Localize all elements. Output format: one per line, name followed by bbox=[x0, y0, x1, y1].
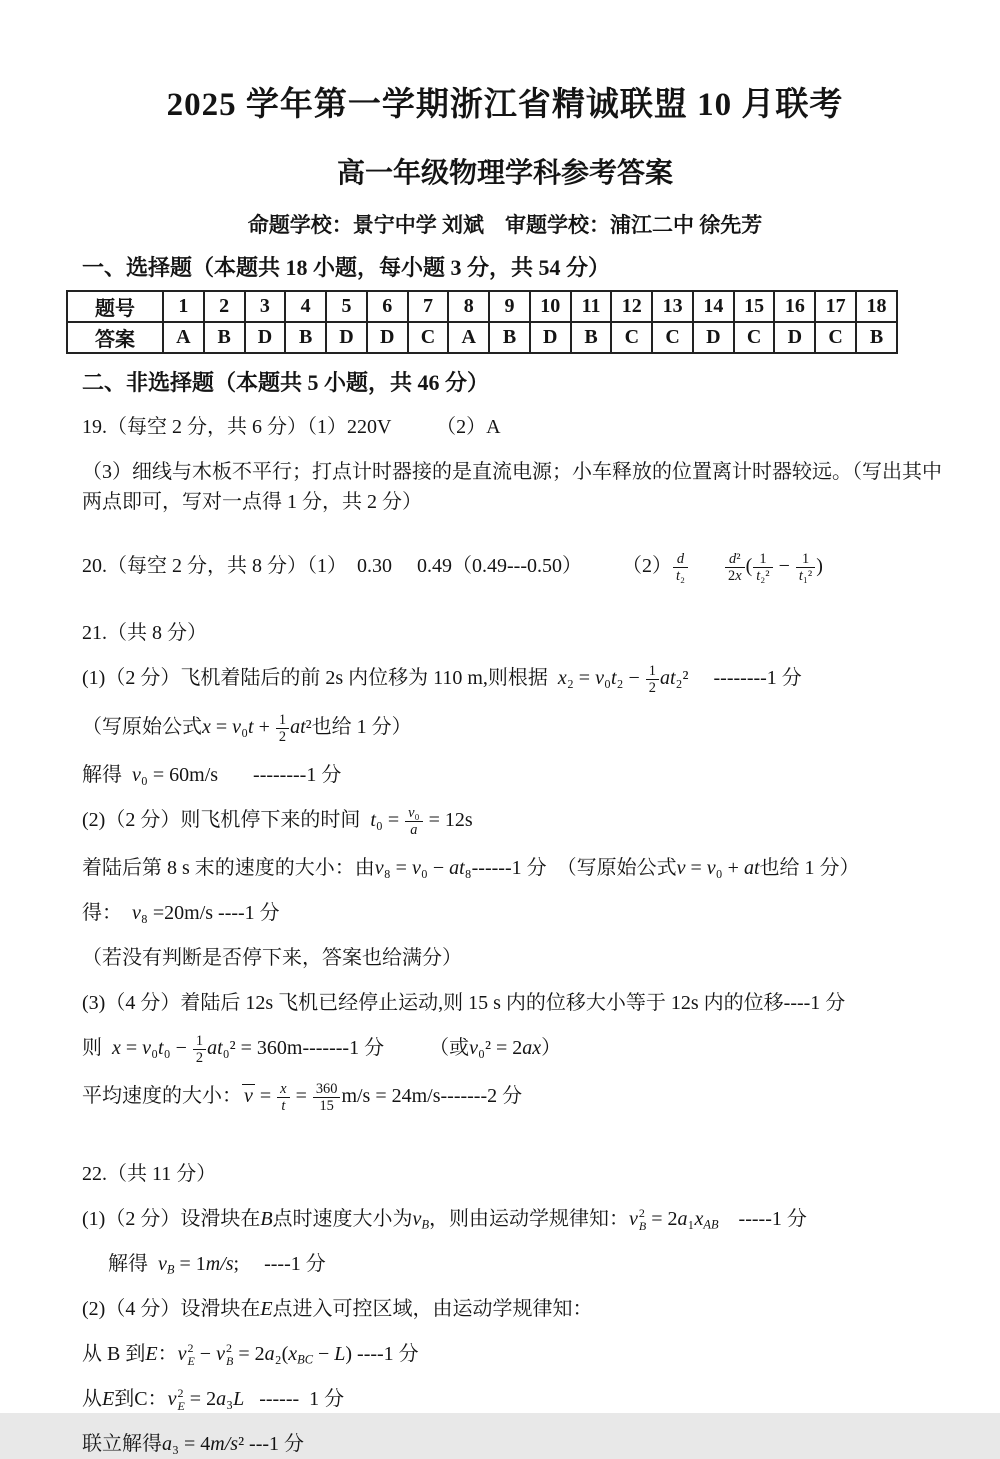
question-number: 8 bbox=[448, 291, 489, 322]
answer-cell: D bbox=[245, 322, 286, 353]
answer-table bbox=[66, 290, 898, 354]
q22-heading: 22.（共 11 分） bbox=[82, 1162, 217, 1185]
question-number: 11 bbox=[571, 291, 612, 322]
q22-part2-result: 联立解得a₃ = 4m/s² ---1 分 bbox=[82, 1432, 305, 1455]
question-number: 5 bbox=[326, 291, 367, 322]
q19-answer-line: 19.（每空 2 分，共 6 分）（1）220V （2）A bbox=[82, 416, 501, 438]
q22-part1-solution: 解得 $v_B = 1m/s$; ----1 分 bbox=[108, 1252, 326, 1277]
q22-part1-line: (1)（2 分）设滑块在B点时速度大小为$v_B$，则由运动学规律知：v 2 B = $2a_1x_{AB}$ -----1 分 bbox=[82, 1206, 807, 1233]
table-row-question-numbers bbox=[67, 291, 897, 322]
q19-part3-line: （3）细线与木板不平行；打点计时器接的是直流电源；小车释放的位置离计时器较远。（写出其中两点即可，写对一点得 1 分，共 2 分） bbox=[82, 461, 942, 513]
question-number: 18 bbox=[856, 291, 897, 322]
question-number: 14 bbox=[693, 291, 734, 322]
q21-part2-line: (2)（2 分）则飞机停下来的时间 t₀ = $\frac{\text{v₀}}{a}$ = 12s bbox=[82, 804, 473, 838]
answer-cell: B bbox=[204, 322, 245, 353]
answer-cell: C bbox=[652, 322, 693, 353]
table-row-answers bbox=[67, 322, 897, 353]
q21-part1-line: (1)（2 分）飞机着陆后的前 2s 内位移为 110 m,则根据 x₂ = v₀t₂ − $\frac{1}{2}$ at₂² --------1 分 bbox=[82, 663, 802, 697]
q21-part2-note: （若没有判断是否停下来，答案也给满分） bbox=[82, 947, 462, 969]
document-subtitle: 高一年级物理学科参考答案 bbox=[336, 158, 673, 189]
answer-cell: C bbox=[815, 322, 856, 353]
q21-heading: 21.（共 8 分） bbox=[82, 622, 207, 645]
answer-cell: C bbox=[734, 322, 775, 353]
answer-cell: A bbox=[163, 322, 204, 353]
q22-part2-b-to-e: 从 B 到E：v 2 E − v 2 B = $2a_2(x_{BC} - L)$ ----1 分 bbox=[82, 1341, 419, 1368]
question-number: 6 bbox=[367, 291, 408, 322]
section-choice-heading: 一、选择题（本题共 18 小题，每小题 3 分，共 54 分） bbox=[82, 255, 611, 280]
q21-part1-note: （写原始公式x = v₀t + $\frac{1}{2}$ at²也给 1 分） bbox=[82, 711, 412, 745]
question-number: 1 bbox=[163, 291, 204, 322]
q20-answer-line: 20.（每空 2 分，共 8 分）（1） 0.30 0.49（0.49---0.50） （2） $\frac{d}{\text{t₂}}$ $\frac{\text{d²}}{2x}$ ( $\frac{1}{\text{t₂²}}$ − $\frac{1}{\text{t₁²}}$ ) bbox=[82, 551, 823, 585]
row-label-number: 题号 bbox=[67, 291, 163, 322]
q21-part3-average-speed: 平均速度的大小： v = $\frac{x}{t}$ = $\frac{360}{15}$ m/s = 24m/s-------2 分 bbox=[82, 1081, 523, 1115]
answer-cell: B bbox=[856, 322, 897, 353]
q21-part3-line: (3)（4 分）着陆后 12s 飞机已经停止运动,则 15 s 内的位移大小等于 12s 内的位移----1 分 bbox=[82, 992, 846, 1014]
question-number: 9 bbox=[489, 291, 530, 322]
q21-part3-displacement: 则 x = v₀t₀ − $\frac{1}{2}$ at₀² = 360m-------1 分 （或v₀² = 2ax） bbox=[82, 1033, 562, 1067]
answer-cell: D bbox=[774, 322, 815, 353]
answer-cell: D bbox=[693, 322, 734, 353]
answer-cell: B bbox=[285, 322, 326, 353]
row-label-answer: 答案 bbox=[67, 322, 163, 353]
answer-cell: D bbox=[326, 322, 367, 353]
q22-part2-line: (2)（4 分）设滑块在E点进入可控区域，由运动学规律知： bbox=[82, 1297, 593, 1320]
question-number: 7 bbox=[408, 291, 449, 322]
answer-cell: B bbox=[489, 322, 530, 353]
question-number: 13 bbox=[652, 291, 693, 322]
q21-part2-result: 得： v₈ =20m/s ----1 分 bbox=[82, 902, 280, 924]
answer-cell: A bbox=[448, 322, 489, 353]
answer-cell: D bbox=[367, 322, 408, 353]
document-title: 2025 学年第一学期浙江省精诚联盟 10 月联考 bbox=[166, 87, 844, 123]
question-number: 4 bbox=[285, 291, 326, 322]
question-number: 2 bbox=[204, 291, 245, 322]
question-number: 17 bbox=[815, 291, 856, 322]
question-number: 12 bbox=[611, 291, 652, 322]
q21-part1-solution: 解得 v₀ = 60m/s --------1 分 bbox=[82, 763, 342, 786]
answer-cell: D bbox=[530, 322, 571, 353]
answer-cell: C bbox=[408, 322, 449, 353]
question-number: 10 bbox=[530, 291, 571, 322]
question-number: 16 bbox=[774, 291, 815, 322]
q21-part2-velocity: 着陆后第 8 s 末的速度的大小：由v₈ = v₀ − at₈------1 分 （写原始公式v = v₀ + at也给 1 分） bbox=[82, 857, 860, 879]
section-free-heading: 二、非选择题（本题共 5 小题，共 46 分） bbox=[82, 370, 490, 395]
answer-cell: C bbox=[611, 322, 652, 353]
question-number: 15 bbox=[734, 291, 775, 322]
q22-part2-e-to-c: 从E到C：v 2 E = 2a₃L ------ 1 分 bbox=[82, 1386, 345, 1413]
schools-byline: 命题学校：景宁中学 刘斌 审题学校：浦江二中 徐先芳 bbox=[247, 213, 763, 237]
question-number: 3 bbox=[245, 291, 286, 322]
answer-cell: B bbox=[571, 322, 612, 353]
